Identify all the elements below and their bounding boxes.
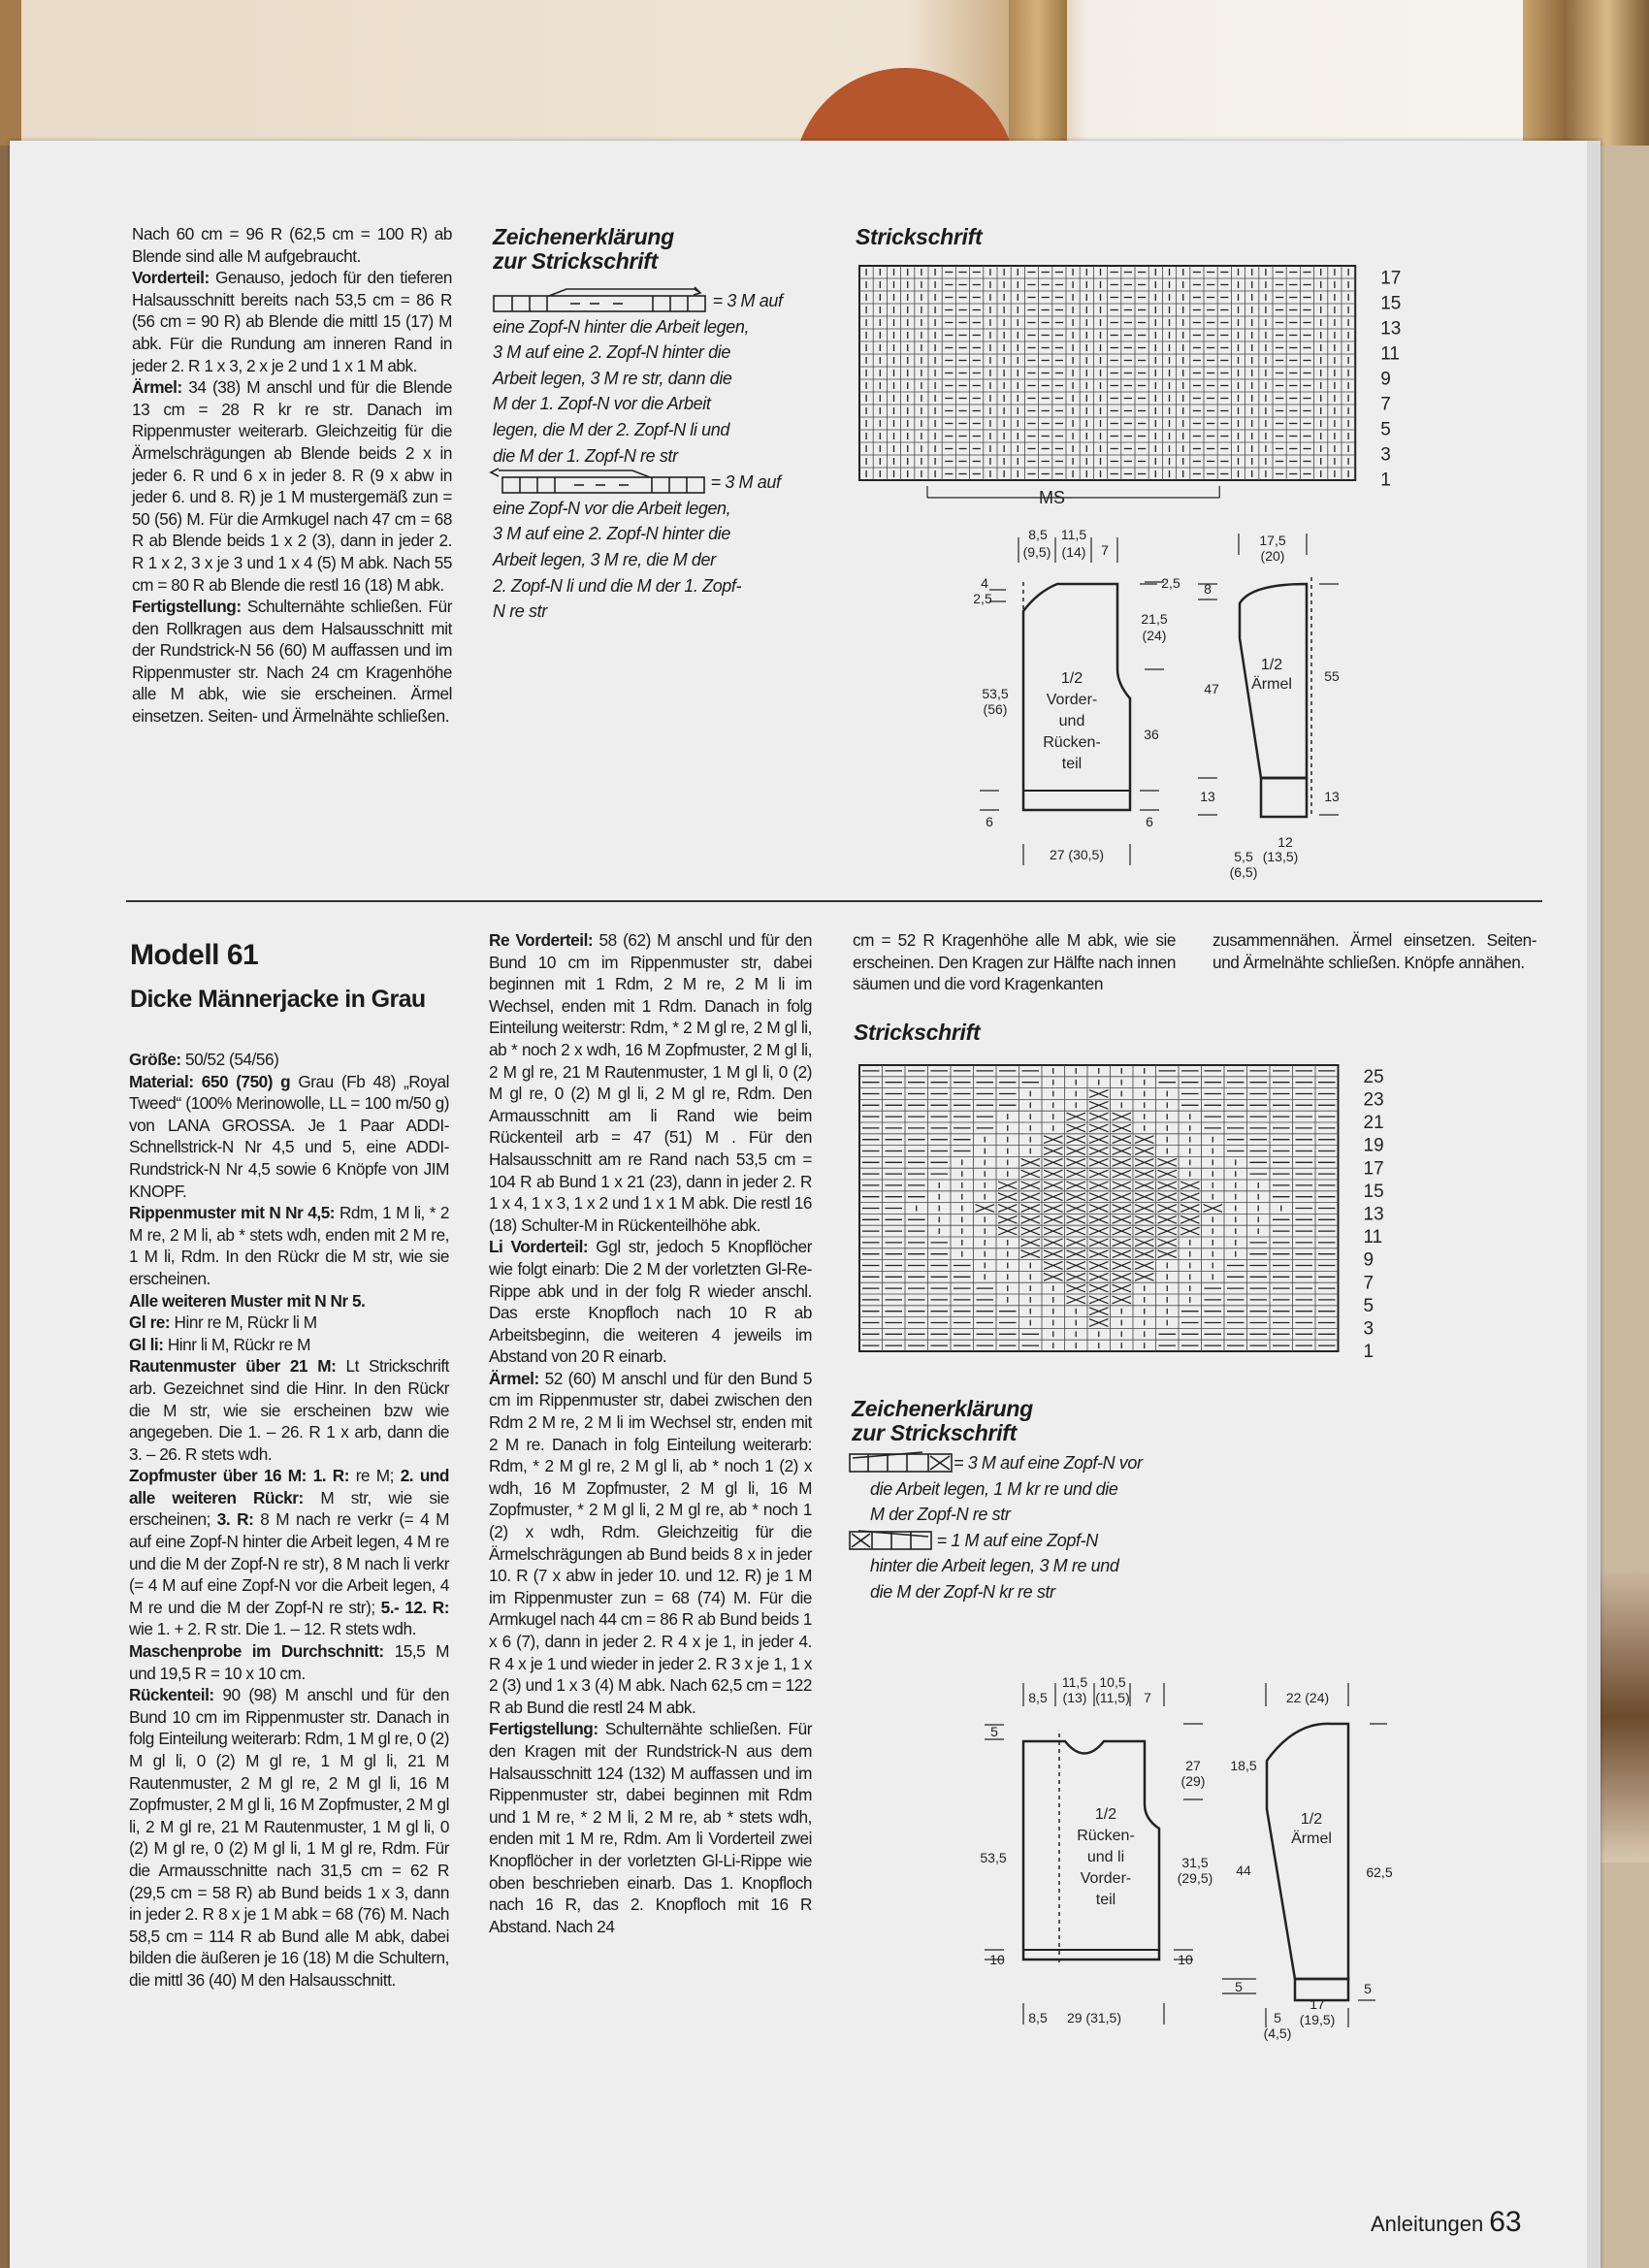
legend1-line: M der 1. Zopf-N vor die Arbeit	[493, 394, 711, 414]
body-text: Hinr re M, Rückr li M	[170, 1312, 317, 1333]
body-label: und li	[1086, 1849, 1125, 1865]
model-subtitle: Dicke Männerjacke in Grau	[130, 986, 426, 1013]
paragraph	[129, 1312, 449, 1334]
dim: 27	[1185, 1758, 1201, 1773]
dim: (29)	[1180, 1773, 1206, 1789]
row-label: 13	[1380, 318, 1402, 340]
body-text: Ggl str, jedoch 5 Knopflöcher wie folgt einarb: Die 2 M der vorletzten Gl-Re-Rippe abk und in der folg R wieder anschl. Das erste Knopfloch nach 10 R ab Arbeitsbeginn, die weiteren 4 jeweils im Abstand von 20 R einarb.	[489, 1237, 812, 1367]
paragraph	[129, 1684, 449, 1991]
photo-frame-gold	[1009, 0, 1067, 146]
chart1-title: Strickschrift	[856, 224, 983, 249]
body-label: 1/2	[1060, 670, 1083, 687]
body-text: 58 (62) M anschl und für den Bund 10 cm im Rippenmuster str, dabei beginnen mit 1 Rdm, 2 M re, 2 M li im Wechsel, enden mit 1 Rdm. Danach in folg Einteilung weiterstr: Rdm, * 2 M gl re, 2 M gl li, ab * noch 2 x wdh, 16 M Zopfmuster, 2 M gl li, 2 M gl re, 21 M Rautenmuster, 1 M gl li, 0 (2) M gl re, 0 (2) M gl li, 2 M gl re, Rdm. Den Armausschnitt am li Rand wie beim Rückenteil arb = 47 (51) M . Für den Halsausschnitt am re Rand nach 53,5 cm = 104 R ab Bund 1 x 21 (23), dann in jeder 2. R 1 x 4, 1 x 3, 1 x 2 und 1 x 1 M abk. Die restl 16 (18) Schulter-M in Rückenteilhöhe abk.	[489, 930, 812, 1235]
body-text: 15,5 M und 19,5 R = 10 x 10 cm.	[129, 1641, 449, 1683]
row-label: 17	[1380, 268, 1402, 289]
dim: 55	[1324, 668, 1340, 684]
row-label: 25	[1363, 1066, 1384, 1087]
column-1	[129, 1049, 449, 1992]
dim: 4	[981, 575, 988, 591]
row-label: 15	[1363, 1181, 1384, 1202]
bold-lead: Rautenmuster über 21 M:	[129, 1356, 337, 1377]
dim: 36	[1144, 727, 1159, 742]
schematic-2	[970, 1673, 1393, 2052]
dim: 7	[1144, 1690, 1151, 1705]
dim: 29 (31,5)	[1066, 2010, 1122, 2025]
left-top-text	[132, 223, 452, 728]
bold-lead: Fertigstellung:	[132, 597, 242, 617]
bold-lead: Ärmel:	[489, 1368, 539, 1388]
body-text: Lt Strickschrift arb. Gezeichnet sind die Hinr. In den Rückr die M str, wie sie erscheinen bzw wie angegeben. Die 1. – 26. R 1 x arb, dann die 3. – 26. R stets wdh.	[129, 1356, 449, 1464]
bold-lead: Vorderteil:	[132, 268, 210, 288]
cross-symbol-1	[849, 1450, 954, 1474]
paragraph	[132, 267, 452, 376]
body-label: 1/2	[1094, 1806, 1117, 1823]
dim: 8,5	[1028, 2010, 1048, 2025]
bold-lead: Gl re:	[129, 1312, 171, 1333]
dim: (56)	[983, 701, 1008, 717]
dim: 2,5	[1161, 575, 1180, 591]
bold-lead: Größe:	[129, 1050, 181, 1069]
legend2-title	[852, 1397, 1033, 1445]
dim: (19,5)	[1299, 2012, 1336, 2027]
body-label: teil	[1061, 756, 1083, 772]
paragraph	[129, 1334, 449, 1356]
row-label: 11	[1363, 1227, 1383, 1248]
stitch-chart-1	[854, 260, 1402, 507]
paragraph	[489, 929, 812, 1236]
legend2-line: hinter die Arbeit legen, 3 M re und	[870, 1556, 1119, 1576]
bold-lead: 3. R:	[216, 1509, 254, 1530]
cable-symbol-1	[493, 287, 708, 312]
body-text: 52 (60) M anschl und für den Bund 5 cm im Rippenmuster str, dabei zwischen den Rdm 2 M re, 2 M li im Wechsel str, enden mit 2 M re. Danach in folg Einteilung weiterarb: Rdm, * 2 M gl re, 2 M gl li, ab * noch 1 (2) x wdh, 16 M Zopfmuster, 2 M gl li, 16 M Zopfmuster, * 2 M gl li, 2 M gl re, ab * noch 1 (2) x wdh, Rdm. Gleichzeitig für die Ärmelschrägungen ab Bund beids 8 x in jeder 10. R (7 x abw in jeder 10. und 12. R) je 1 M im Rippenmuster zun = 68 (74) M. Für die Armkugel nach 44 cm = 86 R ab Bund beids 1 x 6 (7), dann in jeder 2. R 4 x je 1, in jeder 4. R 4 x je 1 und wieder in jeder 2. R 3 x je 1, 1 x 2 (3) und 1 x 3 (4) M abk. Nach 62,5 cm = 122 R ab Bund die restl 24 M abk.	[489, 1368, 812, 1717]
dim: 21,5	[1141, 611, 1168, 627]
dim: (29,5)	[1177, 1870, 1213, 1886]
dim: 5,5	[1234, 849, 1253, 864]
body-text: Hinr li M, Rückr re M	[163, 1334, 310, 1354]
paragraph	[129, 1640, 449, 1684]
row-label: 19	[1363, 1135, 1384, 1156]
row-label: 7	[1380, 394, 1391, 415]
legend2-line1: = 3 M auf eine Zopf-N vor	[954, 1453, 1143, 1473]
stitch-chart-2	[854, 1059, 1397, 1370]
row-label: 13	[1363, 1204, 1384, 1225]
body-text: Schulternähte schließen. Für den Rollkragen aus dem Halsausschnitt mit der Rundstrick-N 56 (60) M auffassen und im Rippenmuster str. Nach 24 cm Kragenhöhe alle M abk, wie sie erscheinen. Ärmel einsetzen. Seiten- und Ärmelnähte schließen.	[132, 597, 452, 727]
body-text: Genauso, jedoch für den tieferen Halsausschnitt bereits nach 53,5 cm = 86 R (56 cm = 90 R) ab Blende die mittl 15 (17) M abk. Für die Rundung am inneren Rand in jeder 2. R 1 x 3, 2 x je 2 und 1 x 1 M abk.	[132, 268, 452, 375]
dim: 8	[1204, 581, 1212, 597]
dim: (4,5)	[1263, 2025, 1292, 2041]
dim: 17	[1310, 1996, 1325, 2012]
dim: 13	[1324, 789, 1340, 804]
body-text: 8 M nach re verkr (= 4 M auf eine Zopf-N hinter die Arbeit legen, 4 M re und die M der Zopf-N re str), 8 M nach li verkr (= 4 M auf eine Zopf-N vor die Arbeit legen, 4 M re und die M der Zopf-N re str);	[129, 1509, 450, 1617]
row-label: 3	[1363, 1318, 1374, 1340]
legend1-line: 3 M auf eine 2. Zopf-N hinter die	[493, 342, 730, 363]
legend2-line: die M der Zopf-N kr re str	[870, 1581, 1055, 1602]
dim: 17,5	[1259, 533, 1286, 548]
legend1-line: legen, die M der 2. Zopf-N li und	[493, 419, 729, 439]
row-label: 1	[1380, 470, 1391, 491]
legend1-line: die M der 1. Zopf-N re str	[493, 445, 678, 466]
bold-lead: Rippenmuster mit N Nr 4,5:	[129, 1203, 336, 1223]
row-label: 3	[1380, 444, 1391, 466]
column-3-text	[853, 929, 1176, 995]
paragraph	[129, 1465, 449, 1640]
dim: (24)	[1142, 628, 1167, 643]
dim: 13	[1200, 789, 1215, 804]
dim: 5	[1364, 1981, 1372, 1996]
row-label: 5	[1380, 419, 1391, 440]
paragraph	[129, 1202, 449, 1289]
bold-lead: Ärmel:	[132, 377, 182, 398]
dim: 5	[1274, 2010, 1281, 2025]
legend2-line: die Arbeit legen, 1 M kr re und die	[870, 1478, 1118, 1499]
bold-lead: Material: 650 (750) g	[129, 1071, 291, 1091]
body-label: und	[1058, 713, 1085, 729]
cross-symbol-2	[849, 1528, 932, 1551]
sleeve-label: Ärmel	[1291, 1831, 1332, 1847]
photo-frame-left	[0, 0, 21, 146]
dim: 6	[986, 814, 993, 829]
body-text: Rdm, 1 M li, * 2 M re, 2 M li, ab * stets wdh, enden mit 2 M re, 1 M li, Rdm. In den Rückr die M str, wie sie erscheinen.	[129, 1203, 449, 1288]
dim: 53,5	[982, 686, 1009, 701]
paragraph	[489, 1236, 812, 1368]
bold-lead: Fertigstellung:	[489, 1719, 598, 1739]
legend1-line: N re str	[493, 601, 547, 622]
page-number: 63	[1489, 2206, 1522, 2238]
legend2-line: M der Zopf-N re str	[870, 1505, 1011, 1525]
sleeve-label: Ärmel	[1251, 676, 1292, 693]
paragraph	[132, 596, 452, 728]
dim: 11,5	[1060, 527, 1087, 542]
chart2-title: Strickschrift	[854, 1020, 981, 1045]
body-text: wie 1. + 2. R str. Die 1. – 12. R stets wdh.	[129, 1619, 416, 1639]
row-label: 15	[1380, 293, 1402, 314]
bold-lead: Maschenprobe im Durchschnitt:	[129, 1641, 384, 1662]
body-text: 50/52 (54/56)	[180, 1050, 279, 1069]
dim: 8,5	[1028, 527, 1048, 542]
dim: 22 (24)	[1285, 1690, 1330, 1705]
legend2-text	[849, 1450, 1188, 1605]
legend2-line2: = 1 M auf eine Zopf-N	[936, 1530, 1098, 1550]
legend1-line: eine Zopf-N hinter die Arbeit legen,	[493, 316, 750, 337]
ms-label: MS	[1039, 488, 1065, 507]
row-label: 1	[1363, 1342, 1374, 1363]
legend1-title	[493, 225, 674, 274]
dim: 53,5	[980, 1850, 1007, 1865]
paragraph	[129, 1071, 449, 1203]
legend1-line: Arbeit legen, 3 M re, die M der	[493, 549, 716, 569]
body-label: teil	[1095, 1892, 1116, 1908]
body-label: Vorder-	[1080, 1870, 1132, 1887]
page-edge	[1587, 141, 1600, 2268]
body-text: Nach 60 cm = 96 R (62,5 cm = 100 R) ab Blende sind alle M aufgebraucht.	[132, 224, 452, 266]
legend1-line: 3 M auf eine 2. Zopf-N hinter die	[493, 524, 730, 544]
paragraph	[129, 1290, 449, 1312]
row-label: 17	[1363, 1158, 1384, 1180]
dim: 10,5	[1099, 1674, 1126, 1690]
footer-label: Anleitungen	[1371, 2212, 1484, 2236]
section-divider	[126, 900, 1542, 902]
dim: 6	[1146, 814, 1153, 829]
bold-lead: Rückenteil:	[129, 1685, 214, 1705]
cable-symbol-2	[487, 469, 706, 494]
bold-lead: 2. und alle weiteren Rückr:	[129, 1466, 449, 1507]
row-label: 9	[1380, 369, 1391, 390]
body-text: re M;	[349, 1466, 401, 1486]
paragraph	[129, 1355, 449, 1465]
dim: 10	[989, 1952, 1005, 1967]
dim: (13)	[1062, 1690, 1087, 1705]
sleeve-label: 1/2	[1300, 1811, 1323, 1828]
column-4-text	[1212, 929, 1536, 973]
dim: (13,5)	[1262, 849, 1299, 864]
paragraph	[132, 376, 452, 596]
bold-lead: Li Vorderteil:	[489, 1237, 589, 1257]
adjacent-page-edge	[1599, 146, 1649, 2268]
dim: 5	[990, 1724, 998, 1739]
row-label: 9	[1363, 1249, 1374, 1271]
row-label: 5	[1363, 1295, 1374, 1316]
legend2-title-line2: zur Strickschrift	[852, 1420, 1018, 1445]
legend1-line1: = 3 M auf	[712, 291, 783, 310]
dim: 12	[1277, 834, 1293, 850]
legend1-text	[493, 287, 823, 625]
body-text: Grau (Fb 48) „Royal Tweed“ (100% Merinowolle, LL = 100 m/50 g) von LANA GROSSA. Je 1 Paar ADDI-Schnellstrick-N Nr 4,5 und 5, eine ADDI-Rundstrick-N Nr 4,5 sowie 6 Knöpfe von JIM KNOPF.	[129, 1071, 449, 1201]
dim: 62,5	[1366, 1864, 1393, 1880]
dim: 7	[1101, 542, 1109, 558]
bold-lead: Alle weiteren Muster mit N Nr 5.	[129, 1290, 366, 1311]
dim: 27 (30,5)	[1049, 847, 1105, 862]
dim: 18,5	[1230, 1758, 1257, 1773]
photo-frame-right	[1523, 0, 1649, 146]
dim: (9,5)	[1022, 544, 1051, 560]
paragraph	[132, 223, 452, 267]
col3-paragraph: cm = 52 R Kragenhöhe alle M abk, wie sie erscheinen. Den Kragen zur Hälfte nach innen säumen und die vord Kragenkanten	[853, 930, 1176, 994]
page-footer	[1371, 2206, 1522, 2239]
row-label: 11	[1380, 343, 1400, 365]
body-label: Rücken-	[1077, 1828, 1135, 1844]
dim: 11,5	[1061, 1674, 1088, 1690]
legend2-title-line1: Zeichenerklärung	[852, 1396, 1033, 1421]
legend1-line: eine Zopf-N vor die Arbeit legen,	[493, 498, 731, 518]
body-text: 34 (38) M anschl und für die Blende 13 cm = 28 R kr re str. Danach im Rippenmuster weiterarb. Gleichzeitig für die Ärmelschrägungen ab Blende beids 2 x in jeder 6. R und 6 x in jeder 8. R (9 x abw in jeder 6. und 8. R) je 1 M mustergemäß zun = 50 (56) M. Für die Armkugel nach 47 cm = 68 R ab Blende beids 1 x 2 (3), dann in jeder 2. R 1 x 2, 3 x je 3 und 1 x 4 (5) M abk. Nach 55 cm = 80 R ab Blende die restl 16 (18) M abk.	[132, 377, 452, 595]
bold-lead: 5.- 12. R:	[380, 1597, 450, 1617]
dim: 47	[1204, 681, 1219, 697]
paragraph	[489, 1718, 812, 1937]
legend1-title-line2: zur Strickschrift	[493, 248, 659, 274]
bold-lead: Zopfmuster über 16 M: 1. R:	[129, 1466, 350, 1486]
schematic-1	[965, 524, 1373, 892]
dim: 8,5	[1028, 1690, 1048, 1705]
column-2	[489, 929, 812, 1937]
body-text: Schulternähte schließen. Für den Kragen mit der Rundstrick-N aus dem Halsausschnitt 124 (132) M auffassen und im Rippenmuster str, dabei beginnen mit Rdm und 1 M re, * 2 M li, 2 M re, ab * stets wdh, enden mit 1 M re, Rdm. Am li Vorderteil zwei Knopflöcher in der vorletzten Gl-Li-Rippe wie oben beschrieben einarb. Das 1. Knopfloch nach 16 R, das 2. Knopfloch mit 16 R Abstand. Nach 24	[489, 1719, 812, 1936]
dim: 44	[1236, 1863, 1251, 1878]
legend1-line: Arbeit legen, 3 M re str, dann die	[493, 368, 732, 388]
col4-paragraph: zusammennähen. Ärmel einsetzen. Seiten- und Ärmelnähte schließen. Knöpfe annähen.	[1212, 930, 1536, 972]
row-label: 21	[1363, 1113, 1384, 1134]
body-text: M str, wie sie erscheinen;	[129, 1487, 449, 1530]
dim: (20)	[1260, 548, 1285, 564]
model-title: Modell 61	[130, 939, 259, 971]
legend1-title-line1: Zeichenerklärung	[493, 224, 674, 249]
bold-lead: Gl li:	[129, 1334, 164, 1354]
sleeve-label: 1/2	[1260, 657, 1283, 673]
paragraph	[489, 1368, 812, 1719]
dim: (14)	[1061, 544, 1086, 560]
dim: (11,5)	[1095, 1690, 1130, 1705]
body-text: 90 (98) M anschl und für den Bund 10 cm im Rippenmuster str. Danach in folg Einteilung weiterarb: Rdm, 1 M gl re, 0 (2) M gl li, 0 (2) M gl re, 1 M gl li, 21 M Rautenmuster, 2 M gl re, 2 M gl li, 16 M Zopfmuster, 2 M gl li, 16 M Zopfmuster, 2 M gl li, 2 M gl re, 21 M Rautenmuster, 1 M gl li, 0 (2) M gl re, 0 (2) M gl li, 1 M gl re, Rdm. Für die Armausschnitte nach 31,5 cm = 62 R (29,5 cm = 58 R) ab Bund beids 1 x 3, dann in jeder 2. R 8 x je 1 M abk = 68 (76) M. Nach 58,5 cm = 114 R ab Bund alle M abk, dabei bilden die äußeren je 16 (18) M die Schultern, die mittl 36 (40) M den Halsausschnitt.	[129, 1685, 449, 1990]
dim: (6,5)	[1229, 864, 1258, 880]
dim: 5	[1235, 1979, 1243, 1994]
dim: 31,5	[1181, 1855, 1209, 1870]
paragraph	[129, 1049, 449, 1071]
dim: 2,5	[973, 591, 992, 606]
legend1-line: 2. Zopf-N li und die M der 1. Zopf-	[493, 575, 742, 596]
row-label: 23	[1363, 1089, 1384, 1111]
dim: 10	[1178, 1952, 1193, 1967]
body-label: Vorder-	[1046, 692, 1098, 708]
bold-lead: Re Vorderteil:	[489, 930, 594, 950]
body-label: Rücken-	[1043, 734, 1101, 751]
row-label: 7	[1363, 1273, 1374, 1294]
sleeve-outline	[1267, 1724, 1348, 1979]
legend1-line2: = 3 M auf	[710, 472, 781, 493]
